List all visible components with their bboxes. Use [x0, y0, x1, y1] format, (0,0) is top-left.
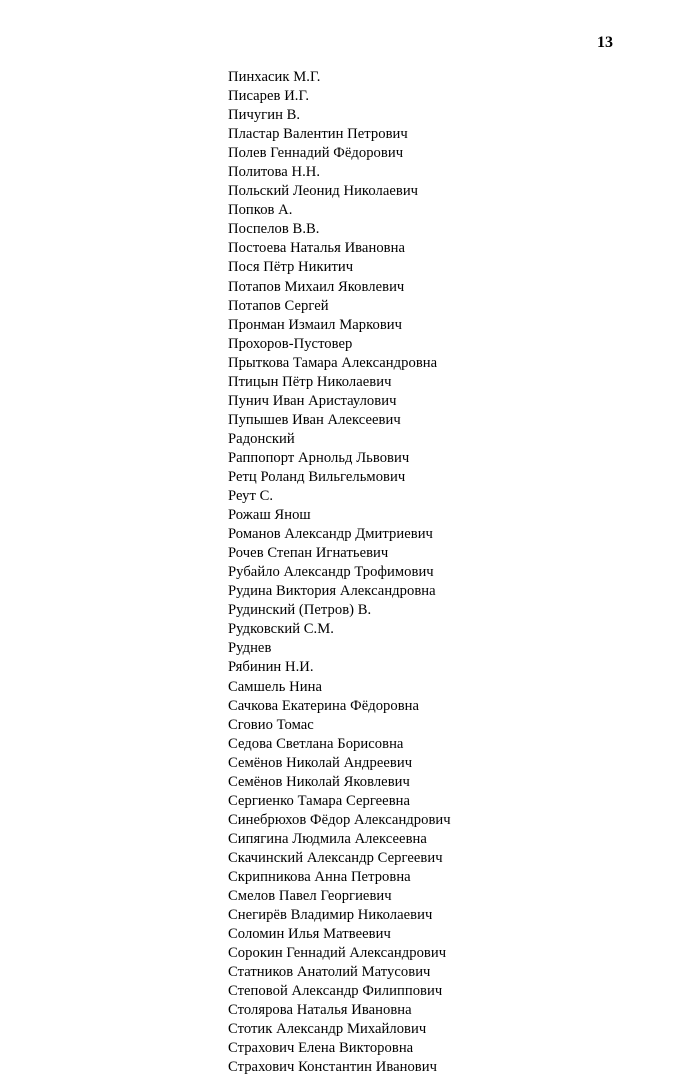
- list-item: Политова Н.Н.: [228, 164, 321, 181]
- list-item: Полев Геннадий Фёдорович: [228, 145, 404, 162]
- list-item: Соломин Илья Матвеевич: [228, 926, 391, 943]
- list-item: Сачкова Екатерина Фёдоровна: [228, 697, 420, 714]
- list-item: Рочев Степан Игнатьевич: [228, 545, 389, 562]
- name-list: [228, 68, 648, 1077]
- list-item: Самшель Нина: [228, 678, 322, 695]
- page-number: 13: [597, 34, 613, 51]
- list-item: Степовой Александр Филиппович: [228, 983, 443, 1000]
- list-item: Пичугин В.: [228, 107, 301, 124]
- list-item: Страхович Елена Викторовна: [228, 1040, 414, 1057]
- list-item: Прыткова Тамара Александровна: [228, 354, 438, 371]
- list-item: Раппопорт Арнольд Львович: [228, 449, 410, 466]
- list-item: Пинхасик М.Г.: [228, 69, 321, 85]
- list-item: Радонский: [228, 430, 295, 447]
- list-item: Смелов Павел Георгиевич: [228, 888, 392, 905]
- list-item: Рубайло Александр Трофимович: [228, 564, 434, 581]
- list-item: Польский Леонид Николаевич: [228, 183, 419, 200]
- list-item: Рожаш Янош: [228, 507, 311, 524]
- list-item: Семёнов Николай Яковлевич: [228, 773, 410, 790]
- list-item: Рудинский (Петров) В.: [228, 602, 372, 619]
- list-item: Попков А.: [228, 202, 293, 219]
- list-item: Ретц Роланд Вильгельмович: [228, 468, 406, 485]
- list-item: Реут С.: [228, 488, 274, 505]
- list-item: Сипягина Людмила Алексеевна: [228, 830, 427, 847]
- list-item: Сергиенко Тамара Сергеевна: [228, 792, 411, 809]
- list-item: Страхович Константин Иванович: [228, 1059, 437, 1076]
- list-item: Сорокин Геннадий Александрович: [228, 945, 447, 962]
- list-item: Потапов Михаил Яковлевич: [228, 278, 405, 295]
- list-item: Стотик Александр Михайлович: [228, 1021, 427, 1038]
- list-item: Статников Анатолий Матусович: [228, 964, 431, 981]
- list-item: Писарев И.Г.: [228, 88, 310, 105]
- list-item: Скачинский Александр Сергеевич: [228, 849, 443, 866]
- list-item: Рудина Виктория Александровна: [228, 583, 436, 600]
- list-item: Пронман Измаил Маркович: [228, 316, 403, 333]
- list-item: Пунич Иван Аристаулович: [228, 392, 397, 409]
- list-item: Сговио Томас: [228, 716, 314, 733]
- list-item: Прохоров-Пустовер: [228, 335, 353, 352]
- list-item: Романов Александр Дмитриевич: [228, 526, 433, 543]
- list-item: Пося Пётр Никитич: [228, 259, 354, 276]
- list-item: Потапов Сергей: [228, 297, 329, 314]
- list-item: Скрипникова Анна Петровна: [228, 868, 411, 885]
- list-item: Седова Светлана Борисовна: [228, 735, 404, 752]
- list-item: Пупышев Иван Алексеевич: [228, 411, 401, 428]
- list-item: Рудковский С.М.: [228, 621, 334, 638]
- list-item: Руднев: [228, 640, 272, 657]
- list-item: Поспелов В.В.: [228, 221, 320, 238]
- list-item: Рябинин Н.И.: [228, 659, 314, 676]
- list-item: Синебрюхов Фёдор Александрович: [228, 811, 451, 828]
- list-item: Постоева Наталья Ивановна: [228, 240, 405, 257]
- list-item: Пластар Валентин Петрович: [228, 126, 408, 143]
- list-item: Семёнов Николай Андреевич: [228, 754, 413, 771]
- list-item: Снегирёв Владимир Николаевич: [228, 907, 433, 924]
- list-item: Птицын Пётр Николаевич: [228, 373, 392, 390]
- list-item: Столярова Наталья Ивановна: [228, 1002, 412, 1019]
